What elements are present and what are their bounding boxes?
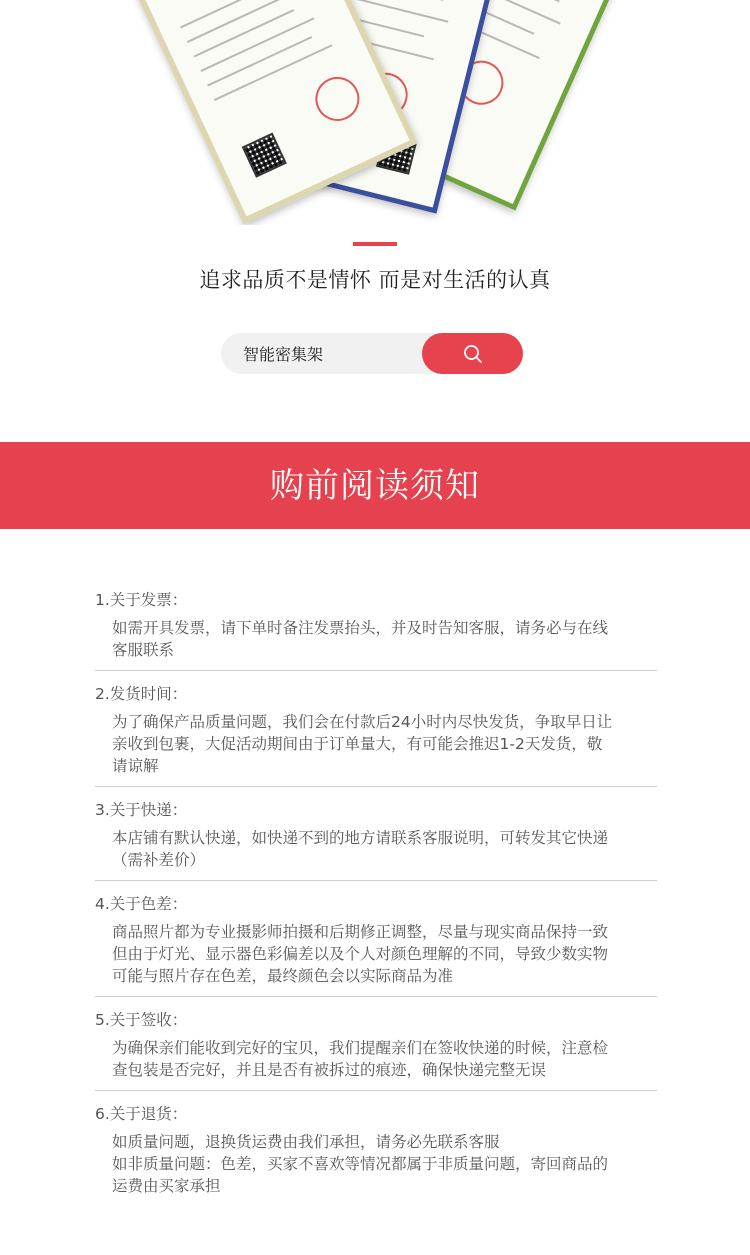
notice-list: [95, 588, 657, 1217]
notice-line: 为了确保产品质量问题，我们会在付款后24小时内尽快发货，争取早日让: [112, 713, 613, 731]
notice-line: 如需开具发票，请下单时备注发票抬头，并及时告知客服，请务必与在线: [112, 619, 609, 637]
search-bar: [221, 333, 523, 374]
notice-item-signing: [95, 1008, 657, 1091]
search-icon: [463, 344, 483, 364]
notice-line: 如质量问题，退换货运费由我们承担，请务必先联系客服: [112, 1133, 500, 1151]
notice-item-courier: [95, 798, 657, 881]
search-button[interactable]: [422, 333, 523, 374]
notice-line: 查包装是否完好，并且是否有被拆过的痕迹，确保快递完整无误: [112, 1061, 547, 1079]
notice-heading: 1.关于发票：: [95, 591, 188, 609]
notice-body: [95, 711, 657, 777]
search-input[interactable]: [221, 333, 451, 374]
slogan: 追求品质不是情怀 而是对生活的认真: [199, 268, 551, 292]
notice-line: 客服联系: [112, 641, 175, 659]
notice-heading: 2.发货时间：: [95, 685, 188, 703]
notice-line: 但由于灯光、显示器色彩偏差以及个人对颜色理解的不同，导致少数实物: [112, 945, 609, 963]
notice-body: [95, 921, 657, 987]
notice-line: 本店铺有默认快递，如快递不到的地方请联系客服说明，可转发其它快递: [112, 829, 609, 847]
accent-divider: [353, 242, 397, 246]
notice-banner: [0, 442, 750, 529]
notice-heading: 6.关于退货：: [95, 1105, 188, 1123]
notice-line: （需补差价）: [112, 851, 206, 869]
notice-line: 运费由买家承担: [112, 1177, 221, 1195]
notice-line: 亲收到包裹，大促活动期间由于订单量大，有可能会推迟1-2天发货，敬: [112, 735, 603, 753]
notice-line: 可能与照片存在色差，最终颜色会以实际商品为准: [112, 967, 454, 985]
notice-body: [95, 617, 657, 661]
notice-item-shipping-time: [95, 682, 657, 787]
notice-body: [95, 827, 657, 871]
notice-heading: 4.关于色差：: [95, 895, 188, 913]
notice-item-returns: [95, 1102, 657, 1206]
notice-line: 如非质量问题：色差，买家不喜欢等情况都属于非质量问题，寄回商品的: [112, 1155, 609, 1173]
certificates-image: [0, 0, 750, 225]
notice-line: 商品照片都为专业摄影师拍摄和后期修正调整，尽量与现实商品保持一致: [112, 923, 609, 941]
notice-line: 请谅解: [112, 757, 159, 775]
notice-body: [95, 1037, 657, 1081]
notice-line: 为确保亲们能收到完好的宝贝，我们提醒亲们在签收快递的时候，注意检: [112, 1039, 609, 1057]
notice-item-invoice: [95, 588, 657, 671]
banner-title: 购前阅读须知: [270, 466, 480, 506]
notice-heading: 3.关于快递：: [95, 801, 188, 819]
notice-heading: 5.关于签收：: [95, 1011, 188, 1029]
notice-item-color-difference: [95, 892, 657, 997]
notice-body: [95, 1131, 657, 1197]
